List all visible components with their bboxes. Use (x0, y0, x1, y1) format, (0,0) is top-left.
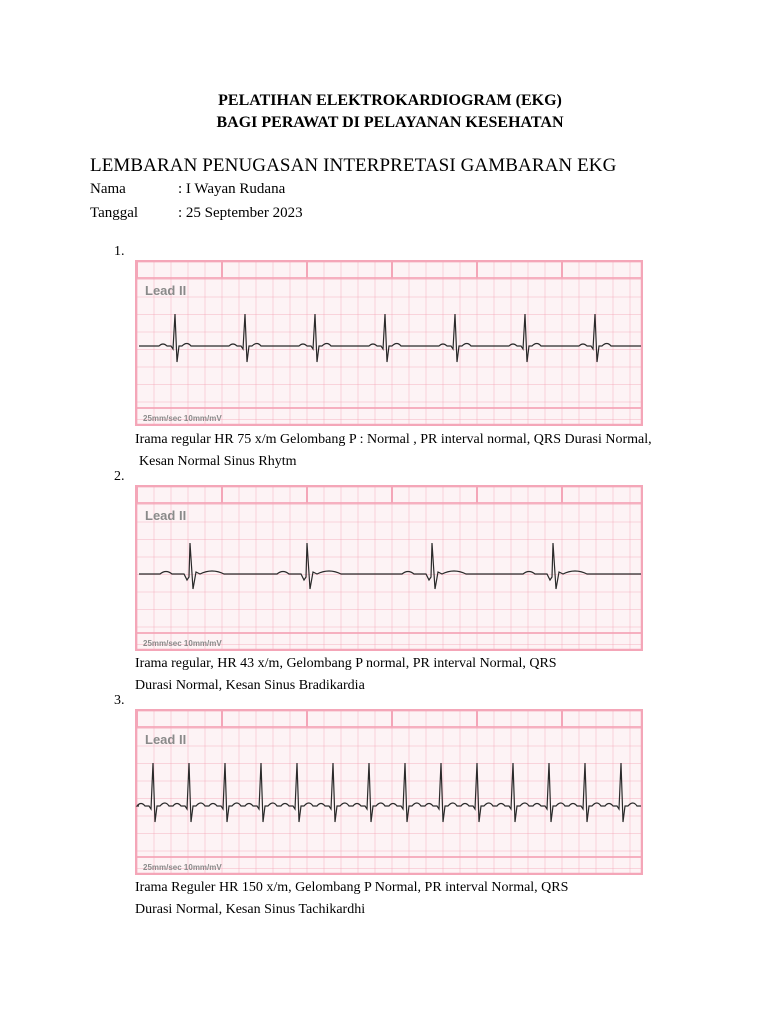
name-field (90, 181, 285, 198)
ekg-strip-2 (135, 485, 643, 651)
lead-label: Lead II (145, 283, 187, 298)
ekg-strip-1-graphic (135, 260, 643, 426)
date-value: : 25 September 2023 (178, 205, 303, 221)
strip-background (135, 485, 643, 651)
date-label: Tanggal (90, 205, 139, 221)
strip-2-desc-line2: Durasi Normal, Kesan Sinus Bradikardia (135, 678, 365, 693)
scale-label: 25mm/sec 10mm/mV (143, 863, 222, 872)
strip-1-desc-line1: Irama regular HR 75 x/m Gelombang P : Normal , PR interval normal, QRS Durasi Normal, (135, 432, 652, 447)
strip-3-desc-line2: Durasi Normal, Kesan Sinus Tachikardhi (135, 902, 366, 917)
document-title-line1: PELATIHAN ELEKTROKARDIOGRAM (EKG) (218, 92, 562, 109)
strip-3-interpretation (135, 877, 675, 921)
scale-label: 25mm/sec 10mm/mV (143, 414, 222, 423)
strip-3-number: 3. (114, 693, 125, 708)
section-title: LEMBARAN PENUGASAN INTERPRETASI GAMBARAN EKG (90, 155, 617, 176)
strip-background (135, 709, 643, 875)
date-field (90, 205, 303, 222)
lead-label: Lead II (145, 508, 187, 523)
strip-2-number: 2. (114, 469, 125, 484)
name-value: : I Wayan Rudana (178, 181, 286, 197)
document-title-line2: BAGI PERAWAT DI PELAYANAN KESEHATAN (216, 114, 564, 131)
name-label: Nama (90, 181, 126, 197)
strip-1-desc-line2: Kesan Normal Sinus Rhytm (139, 454, 297, 469)
strip-3-desc-line1: Irama Reguler HR 150 x/m, Gelombang P Normal, PR interval Normal, QRS (135, 880, 569, 895)
lead-label: Lead II (145, 732, 187, 747)
strip-2-desc-line1: Irama regular, HR 43 x/m, Gelombang P normal, PR interval Normal, QRS (135, 656, 557, 671)
ekg-strip-3 (135, 709, 643, 875)
strip-1-interpretation (135, 429, 675, 473)
ekg-strip-1 (135, 260, 643, 426)
strip-1-number: 1. (114, 244, 125, 259)
ekg-strip-3-graphic (135, 709, 643, 875)
ekg-strip-2-graphic (135, 485, 643, 651)
strip-2-interpretation (135, 653, 675, 697)
scale-label: 25mm/sec 10mm/mV (143, 639, 222, 648)
strip-background (135, 260, 643, 426)
